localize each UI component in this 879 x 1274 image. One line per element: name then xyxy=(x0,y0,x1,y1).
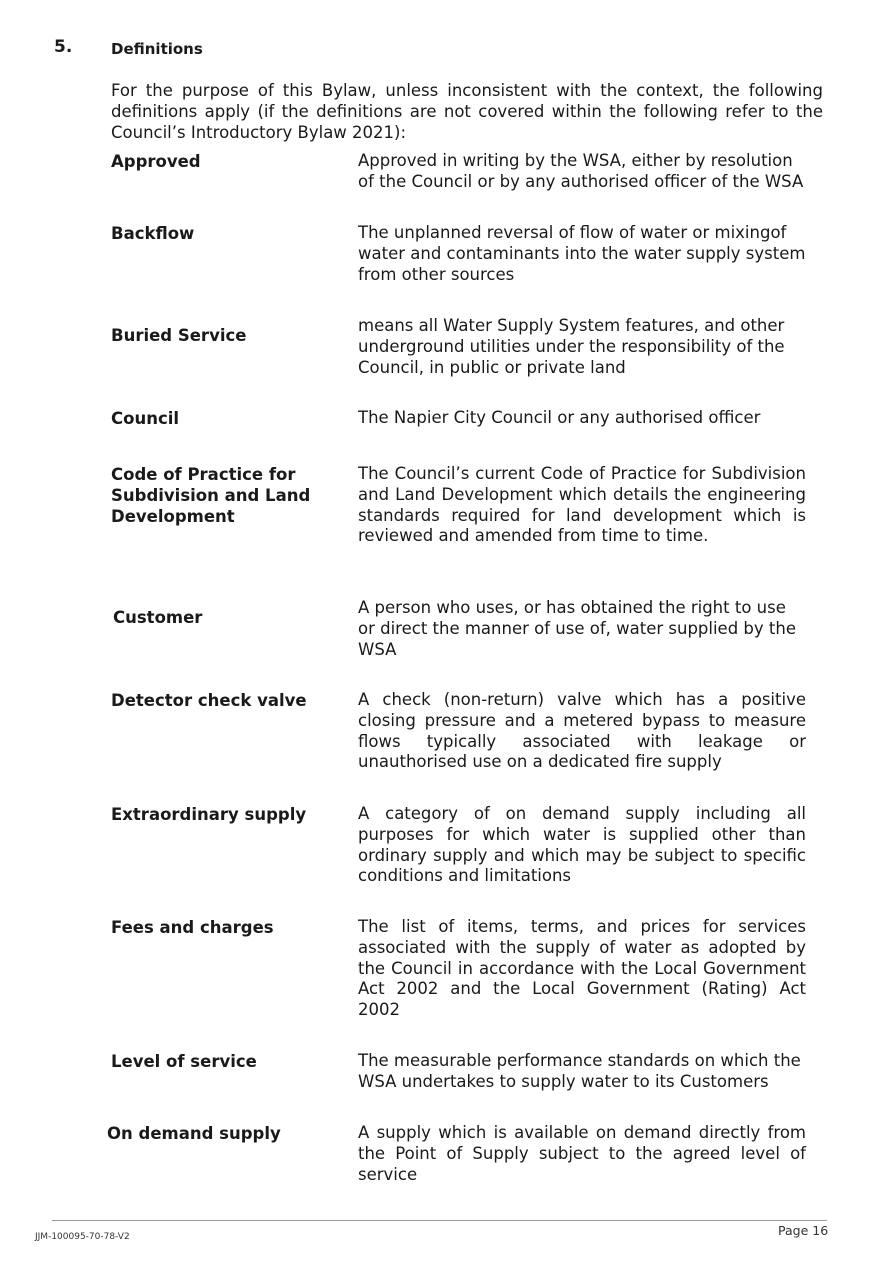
section-title: Definitions xyxy=(111,40,203,58)
definition-text: A person who uses, or has obtained the right to use or direct the manner of use of, water supplied by the WSA xyxy=(358,598,796,659)
definition-text: The unplanned reversal of flow of water or mixingof water and contaminants into the water supply system from other sources xyxy=(358,223,806,284)
intro-paragraph: For the purpose of this Bylaw, unless inconsistent with the context, the following definitions apply (if the definitions are not covered within the following refer to the Council’s Introductory Bylaw 2021): xyxy=(111,81,823,142)
footer-divider xyxy=(52,1220,827,1221)
definition-text: A check (non-return) valve which has a positive closing pressure and a metered bypass to measure flows typically associated with leakage or unauthorised use on a dedicated fire supply xyxy=(358,690,806,772)
definition-text: A category of on demand supply including all purposes for which water is supplied other than ordinary supply and which may be subject to specific conditions and limitations xyxy=(358,804,806,886)
definition-text: The measurable performance standards on which the WSA undertakes to supply water to its Customers xyxy=(358,1051,801,1091)
definition-term: Backflow xyxy=(111,224,195,243)
definition-term: Code of Practice for Subdivision and Land Development xyxy=(111,465,311,526)
definition-text: The Napier City Council or any authorised officer xyxy=(358,408,761,427)
definition-term: Fees and charges xyxy=(111,918,274,937)
definition-term: Level of service xyxy=(111,1052,257,1071)
definition-term: Detector check valve xyxy=(111,691,307,710)
definition-text: Approved in writing by the WSA, either by resolution of the Council or by any authorised officer of the WSA xyxy=(358,151,804,191)
definition-text: The list of items, terms, and prices for services associated with the supply of water as adopted by the Council in accordance with the Local Government Act 2002 and the Local Government (Rating) Act 2002 xyxy=(358,917,806,1020)
document-reference: JJM-100095-70-78-V2 xyxy=(35,1232,130,1242)
definition-term: Approved xyxy=(111,152,201,171)
definition-text: The Council’s current Code of Practice for Subdivision and Land Development which details the engineering standards required for land development which is reviewed and amended from time to time. xyxy=(358,464,806,546)
page-number: Page 16 xyxy=(778,1223,829,1238)
definition-term: On demand supply xyxy=(107,1124,281,1143)
definition-term: Council xyxy=(111,409,180,428)
definition-term: Extraordinary supply xyxy=(111,805,307,824)
definition-term: Customer xyxy=(113,608,203,627)
definition-text: means all Water Supply System features, and other underground utilities under the responsibility of the Council, in public or private land xyxy=(358,316,785,377)
definition-text: A supply which is available on demand directly from the Point of Supply subject to the agreed level of service xyxy=(358,1123,806,1184)
section-number: 5. xyxy=(54,37,73,57)
definition-term: Buried Service xyxy=(111,326,247,345)
